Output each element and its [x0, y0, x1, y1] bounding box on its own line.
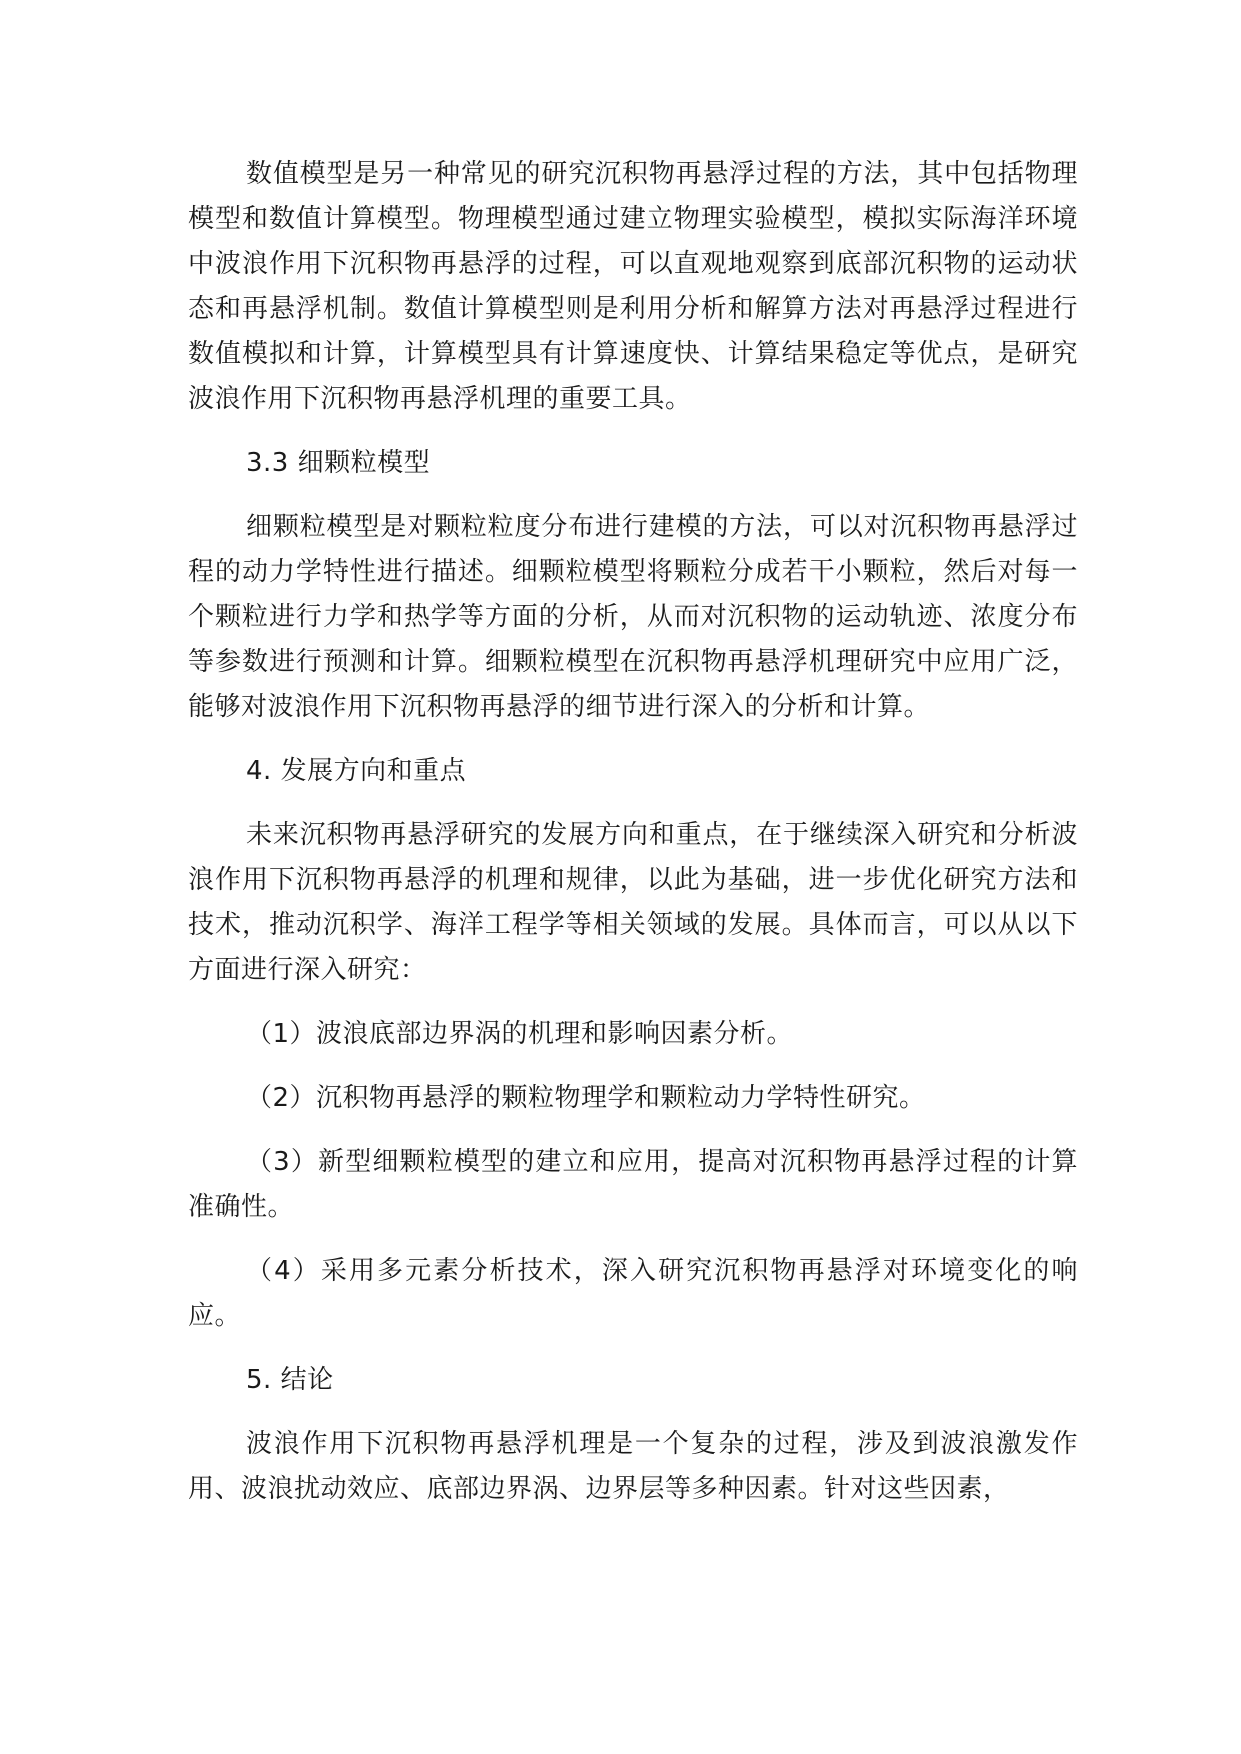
paragraph-numerical-models: 数值模型是另一种常见的研究沉积物再悬浮过程的方法，其中包括物理模型和数值计算模型。物理模型通过建立物理实验模型，模拟实际海洋环境中波浪作用下沉积物再悬浮的过程，可以直观地观察到底部沉积物的运动状态和再悬浮机制。数值计算模型则是利用分析和解算方法对再悬浮过程进行数值模拟和计算，计算模型具有计算速度快、计算结果稳定等优点，是研究波浪作用下沉积物再悬浮机理的重要工具。 [188, 159, 1078, 414]
list-item-1: （1）波浪底部边界涡的机理和影响因素分析。 [246, 1019, 794, 1049]
paragraph-conclusion: 波浪作用下沉积物再悬浮机理是一个复杂的过程，涉及到波浪激发作用、波浪扰动效应、底部边界涡、边界层等多种因素。针对这些因素， [188, 1429, 1078, 1504]
list-item-3: （3）新型细颗粒模型的建立和应用，提高对沉积物再悬浮过程的计算准确性。 [188, 1147, 1078, 1222]
document-body [188, 152, 1078, 1531]
paragraph-fine-particle-model: 细颗粒模型是对颗粒粒度分布进行建模的方法，可以对沉积物再悬浮过程的动力学特性进行描述。细颗粒模型将颗粒分成若干小颗粒，然后对每一个颗粒进行力学和热学等方面的分析，从而对沉积物的运动轨迹、浓度分布等参数进行预测和计算。细颗粒模型在沉积物再悬浮机理研究中应用广泛，能够对波浪作用下沉积物再悬浮的细节进行深入的分析和计算。 [188, 512, 1078, 722]
section-heading-5: 5. 结论 [246, 1365, 334, 1395]
paragraph-future-directions: 未来沉积物再悬浮研究的发展方向和重点，在于继续深入研究和分析波浪作用下沉积物再悬浮的机理和规律，以此为基础，进一步优化研究方法和技术，推动沉积学、海洋工程学等相关领域的发展。具体而言，可以从以下方面进行深入研究： [188, 820, 1078, 985]
section-heading-3-3: 3.3 细颗粒模型 [246, 448, 431, 478]
list-item-2: （2）沉积物再悬浮的颗粒物理学和颗粒动力学特性研究。 [246, 1083, 926, 1113]
list-item-4: （4）采用多元素分析技术，深入研究沉积物再悬浮对环境变化的响应。 [188, 1256, 1078, 1331]
section-heading-4: 4. 发展方向和重点 [246, 756, 467, 786]
